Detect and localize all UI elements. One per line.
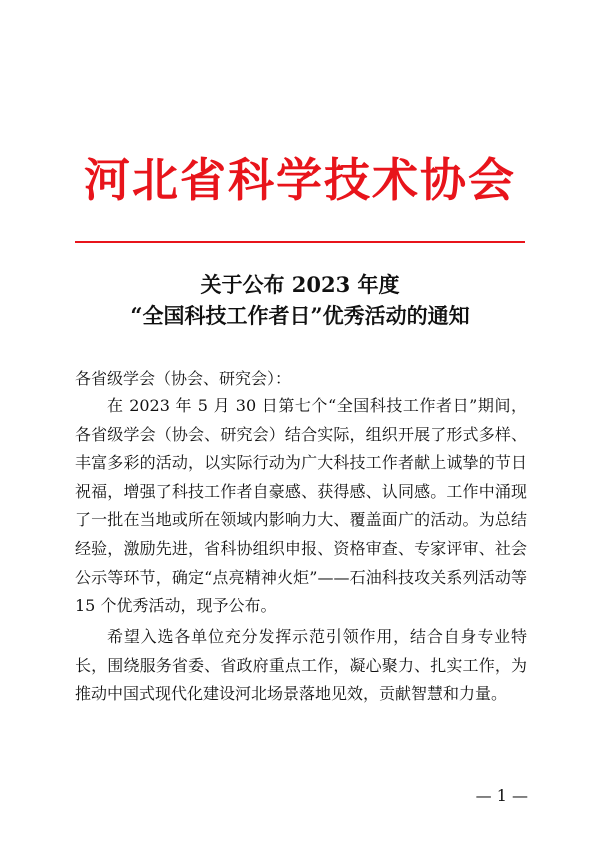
issuing-organization-header: 河北省科学技术协会: [84, 153, 516, 207]
salutation: 各省级学会（协会、研究会）：: [75, 369, 292, 388]
body-paragraph-2: 希望入选各单位充分发挥示范引领作用，结合自身专业特长，围绕服务省委、省政府重点工作，凝心聚力、扎实工作，为推动中国式现代化建设河北场景落地见效，贡献智慧和力量。: [75, 627, 527, 704]
red-divider-line: [75, 241, 525, 243]
document-title-line-1: 关于公布 2023 年度: [200, 272, 400, 297]
body-paragraph-1: 在 2023 年 5 月 30 日第七个“全国科技工作者日”期间，各省级学会（协会、研究会）结合实际，组织开展了形式多样、丰富多彩的活动，以实际行动为广大科技工作者献上诚挚的节日祝福，增强了科技工作者自豪感、获得感、认同感。工作中涌现了一批在当地或所在领域内影响力大、覆盖面广的活动。为总结经验，激励先进，省科协组织申报、资格审查、专家评审、社会公示等环节，确定“点亮精神火炬”——石油科技攻关系列活动等 15 个优秀活动，现予公布。: [75, 396, 527, 616]
page-number: — 1 —: [475, 786, 528, 805]
document-title-line-2: “全国科技工作者日”优秀活动的通知: [130, 303, 470, 328]
